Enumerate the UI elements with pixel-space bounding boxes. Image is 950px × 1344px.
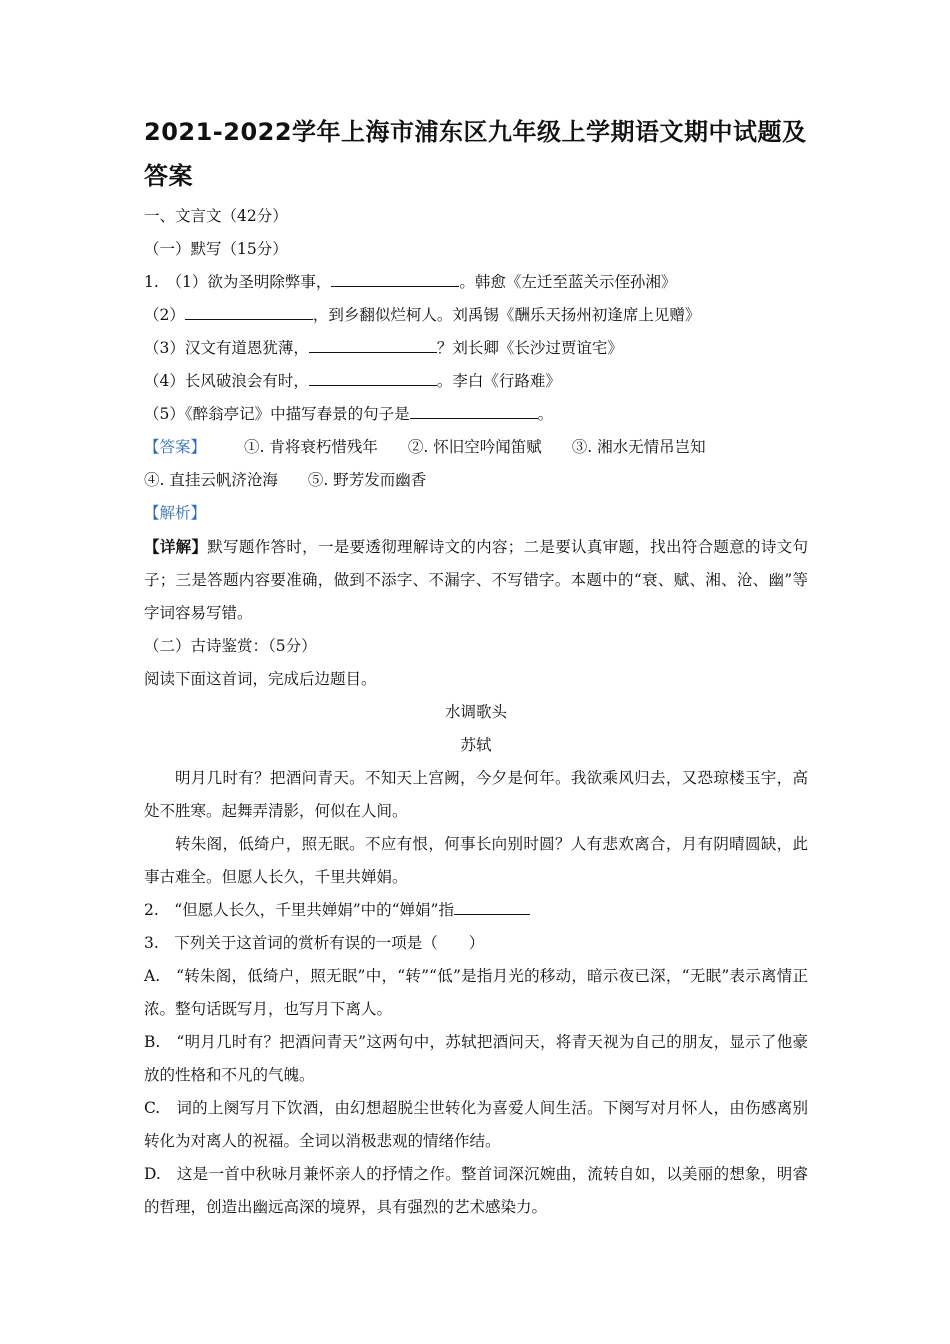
option-b: B. “明月几时有？把酒问青天”这两句中，苏轼把酒问天，将青天视为自己的朋友，显示了他豪放的性格和不凡的气魄。 bbox=[144, 1033, 808, 1084]
option-d: D. 这是一首中秋咏月兼怀亲人的抒情之作。整首词深沉婉曲，流转自如，以美丽的想象，明睿的哲理，创造出幽远高深的境界，具有强烈的艺术感染力。 bbox=[144, 1165, 808, 1216]
page-title: 2021-2022学年上海市浦东区九年级上学期语文期中试题及答案 bbox=[144, 118, 807, 190]
document-page bbox=[144, 110, 808, 1224]
poem-stanza: 明月几时有？把酒问青天。不知天上宫阙，今夕是何年。我欲乘风归去，又恐琼楼玉宇，高处不胜寒。起舞弄清影，何似在人间。 bbox=[144, 769, 808, 820]
question-line bbox=[144, 332, 808, 365]
question-text: 。 bbox=[537, 405, 554, 423]
section-heading: 一、文言文（42分） bbox=[144, 207, 288, 225]
question-text: （4）长风破浪会有时， bbox=[144, 372, 309, 390]
question-text: （3）汉文有道恩犹薄， bbox=[144, 339, 309, 357]
answer-blank bbox=[185, 303, 313, 320]
question-line bbox=[144, 299, 808, 332]
question-text: 1. （1）欲为圣明除弊事， bbox=[144, 273, 332, 291]
question-line bbox=[144, 266, 808, 299]
answer-blank bbox=[309, 369, 437, 386]
answer-blank bbox=[331, 270, 459, 287]
question-text: 。李白《行路难》 bbox=[436, 372, 561, 390]
instruction-text: 阅读下面这首词，完成后边题目。 bbox=[144, 670, 377, 688]
question-text: ？刘长卿《长沙过贾谊宅》 bbox=[436, 339, 623, 357]
question-line bbox=[144, 398, 808, 431]
answer-blank bbox=[309, 336, 437, 353]
question-line: 3. 下列关于这首词的赏析有误的一项是（ ） bbox=[144, 934, 485, 952]
analysis-label: 【解析】 bbox=[144, 504, 207, 522]
answer-item: ②. 怀旧空吟闻笛赋 bbox=[407, 438, 542, 456]
question-text: ，到乡翻似烂柯人。刘禹锡《酬乐天扬州初逢席上见赠》 bbox=[312, 306, 701, 324]
detail-text: 默写题作答时，一是要透彻理解诗文的内容；二是要认真审题，找出符合题意的诗文句子；三是答题内容要准确，做到不添字、不漏字、不写错字。本题中的“衰、赋、湘、沧、幽”等字词容易写错。 bbox=[144, 538, 808, 622]
answer-item: ③. 湘水无情吊岂知 bbox=[571, 438, 706, 456]
poem-stanza: 转朱阁，低绮户，照无眠。不应有恨，何事长向别时圆？人有悲欢离合，月有阴晴圆缺，此事古难全。但愿人长久，千里共婵娟。 bbox=[144, 835, 808, 886]
option-a: A. “转朱阁，低绮户，照无眠”中，“转”“低”是指月光的移动，暗示夜已深，“无眠”表示离情正浓。整句话既写月，也写月下离人。 bbox=[144, 967, 808, 1018]
answer-blank bbox=[410, 402, 538, 419]
question-text: （2） bbox=[144, 306, 185, 324]
answer-item: ⑤. 野芳发而幽香 bbox=[307, 471, 427, 489]
detail-paragraph bbox=[144, 530, 808, 630]
answer-item: ①. 肯将衰朽惜残年 bbox=[244, 438, 378, 456]
answer-line bbox=[144, 431, 808, 464]
answer-item: ④. 直挂云帆济沧海 bbox=[144, 471, 278, 489]
subsection-heading: （一）默写（15分） bbox=[144, 240, 288, 258]
question-line bbox=[144, 365, 808, 398]
question-line bbox=[144, 894, 808, 927]
poem-author: 苏轼 bbox=[460, 736, 492, 754]
question-text: 。韩愈《左迁至蓝关示侄孙湘》 bbox=[459, 273, 677, 291]
answer-line bbox=[144, 464, 808, 497]
detail-label: 【详解】 bbox=[144, 537, 208, 556]
question-text: 2. “但愿人长久，千里共婵娟”中的“婵娟”指 bbox=[144, 901, 454, 919]
answer-label: 【答案】 bbox=[144, 438, 207, 456]
option-c: C. 词的上阕写月下饮酒，由幻想超脱尘世转化为喜爱人间生活。下阕写对月怀人，由伤感离别转化为对离人的祝福。全词以消极悲观的情绪作结。 bbox=[144, 1099, 808, 1150]
question-text: （5）《醉翁亭记》中描写春景的句子是 bbox=[144, 405, 410, 423]
answer-blank bbox=[454, 898, 530, 915]
subsection-heading: （二）古诗鉴赏：（5分） bbox=[144, 637, 317, 655]
poem-title: 水调歌头 bbox=[444, 703, 507, 721]
